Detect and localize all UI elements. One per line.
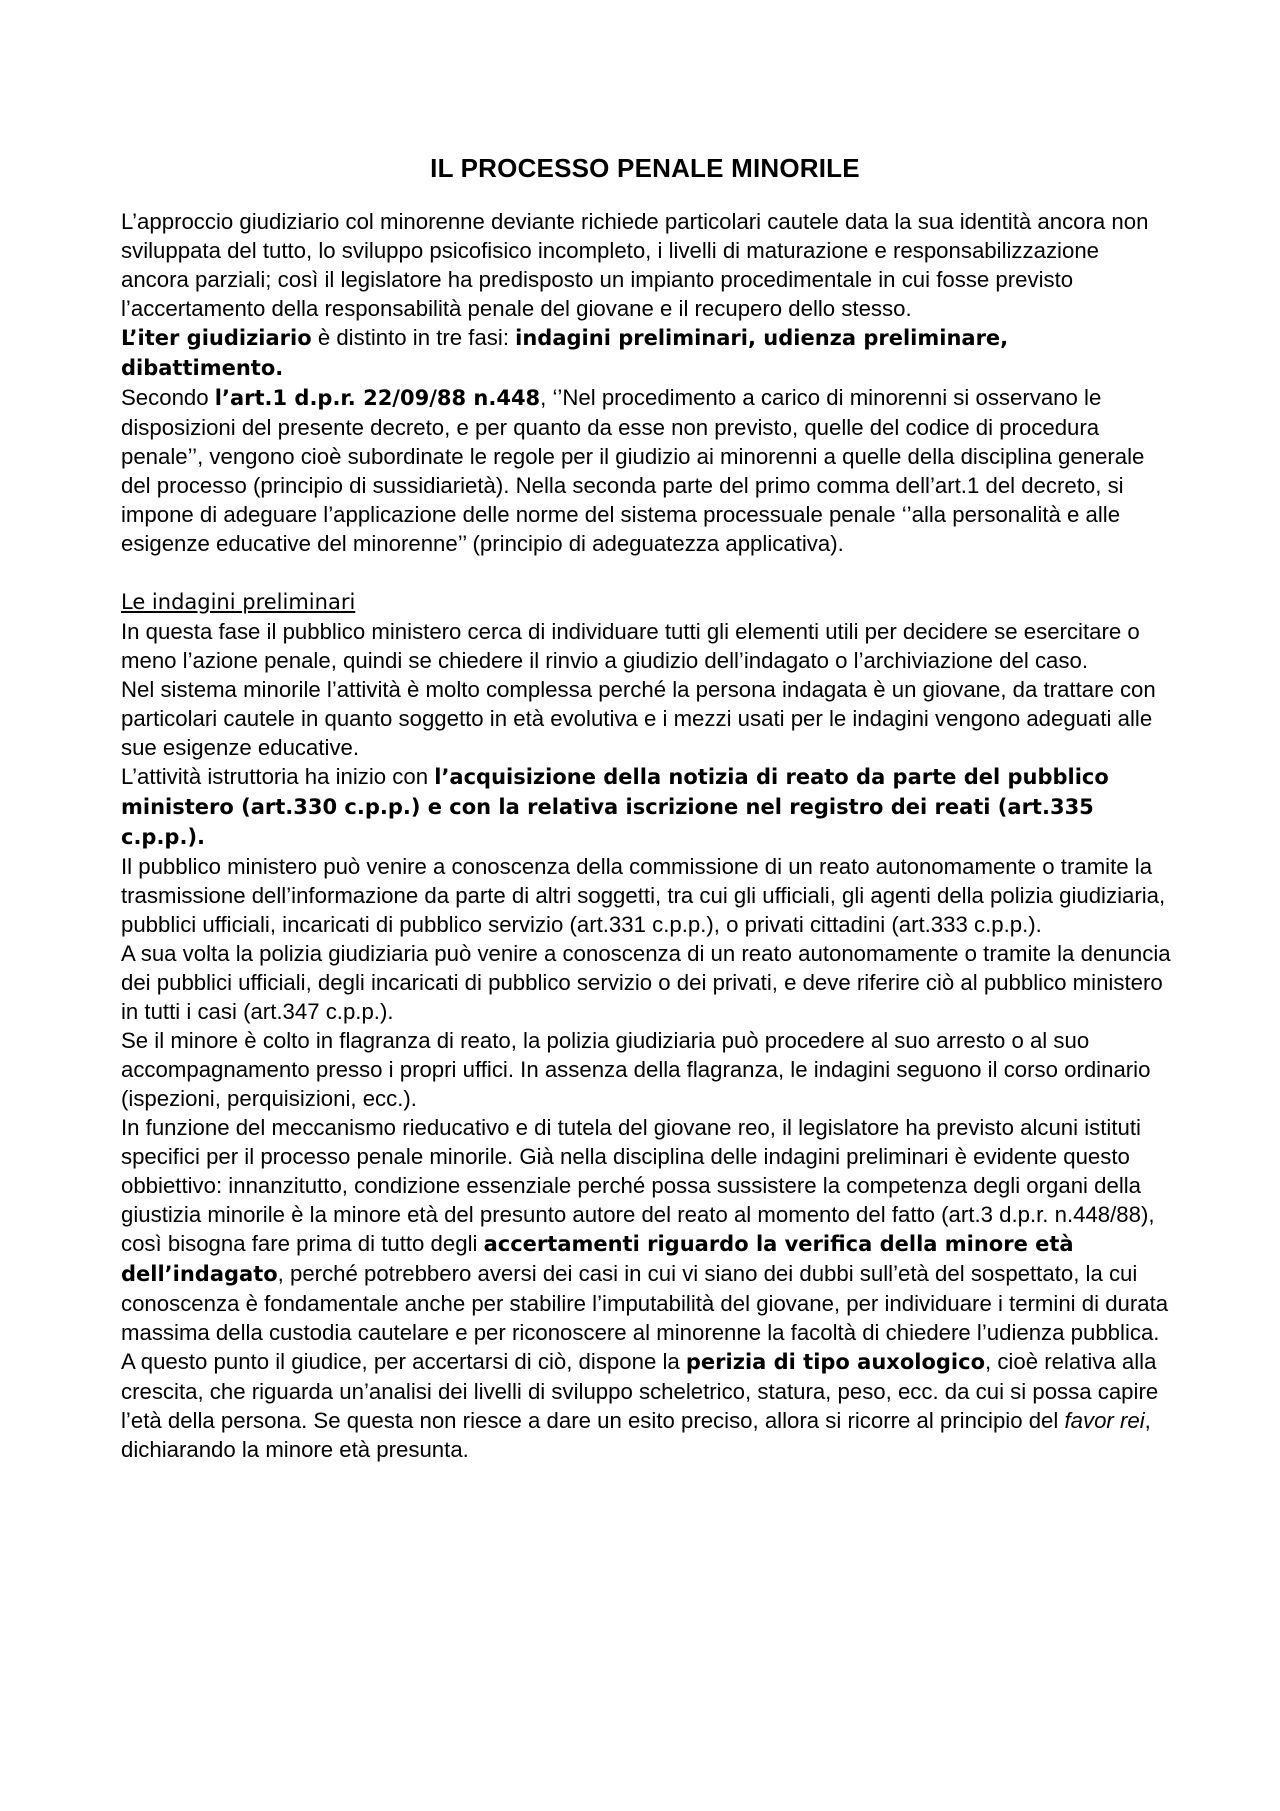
bold-text: accertamenti riguardo la verifica della minore età dell’indagato [121, 1232, 1074, 1286]
italic-text: favor rei [1064, 1408, 1145, 1433]
blank-line [121, 558, 1171, 587]
bold-text: l’acquisizione della notizia di reato da parte del pubblico ministero (art.330 c.p.p.) e con la relativa iscrizione nel registro dei reati (art.335 c.p.p.). [121, 765, 1109, 849]
plain-text: , cioè relativa alla crescita, che riguarda un’analisi dei livelli di sviluppo scheletrico, statura, peso, ecc. da cui si possa capire l’età della persona. Se questa non riesce a dare un esito preciso, allora si ricorre al principio del [121, 1349, 1159, 1433]
bold-text: perizia di tipo auxologico [685, 1350, 985, 1374]
paragraph-funzione [121, 1113, 1171, 1347]
plain-text: , dichiarando la minore età presunta. [121, 1408, 1151, 1462]
paragraph-fase: In questa fase il pubblico ministero cerca di individuare tutti gli elementi utili per decidere se esercitare o meno l’azione penale, quindi se chiedere il rinvio a giudizio dell’indagato o l’archiviazione del caso. [121, 619, 1140, 673]
document-body [121, 207, 1171, 1464]
section-heading-text: Le indagini preliminari [121, 590, 356, 614]
bold-text: indagini preliminari, udienza preliminare, dibattimento. [121, 326, 1009, 380]
paragraph-flagranza: Se il minore è colto in flagranza di reato, la polizia giudiziaria può procedere al suo arresto o al suo accompagnamento presso i propri uffici. In assenza della flagranza, le indagini seguono il corso ordinario (ispezioni, perquisizioni, ecc.). [121, 1028, 1151, 1111]
paragraph-pm: Il pubblico ministero può venire a conoscenza della commissione di un reato autonomamente o tramite la trasmissione dell’informazione da parte di altri soggetti, tra cui gli ufficiali, gli agenti della polizia giudiziaria, pubblici ufficiali, incaricati di pubblico servizio (art.331 c.p.p.), o privati cittadini (art.333 c.p.p.). [121, 854, 1166, 937]
page-title: IL PROCESSO PENALE MINORILE [430, 153, 860, 183]
plain-text: , ‘’Nel procedimento a carico di minorenni si osservano le disposizioni del presente decreto, e per quanto da esse non previsto, quelle del codice di procedura penale’’, vengono cioè subordinate le regole per il giudizio ai minorenni a quelle della disciplina generale del processo (principio di sussidiarietà). Nella seconda parte del primo comma dell’art.1 del decreto, si impone di adeguare l’applicazione delle norme del sistema processuale penale ‘’alla personalità e alle esigenze educative del minorenne’’ (principio di adeguatezza applicativa). [121, 385, 1145, 556]
plain-text: A questo punto il giudice, per accertarsi di ciò, dispone la [121, 1349, 686, 1374]
paragraph-giudice [121, 1347, 1171, 1464]
paragraph-attivita [121, 762, 1171, 852]
plain-text: L’attività istruttoria ha inizio con [121, 764, 435, 789]
paragraph-sistema: Nel sistema minorile l’attività è molto complessa perché la persona indagata è un giovane, da trattare con particolari cautele in quanto soggetto in età evolutiva e i mezzi usati per le indagini vengono adeguati alle sue esigenze educative. [121, 677, 1156, 760]
plain-text: , perché potrebbero aversi dei casi in cui vi siano dei dubbi sull’età del sospettato, la cui conoscenza è fondamentale anche per stabilire l’imputabilità del giovane, per individuare i termini di durata massima della custodia cautelare e per riconoscere al minorenne la facoltà di chiedere l’udienza pubblica. [121, 1261, 1169, 1345]
paragraph-intro: L’approccio giudiziario col minorenne deviante richiede particolari cautele data la sua identità ancora non sviluppata del tutto, lo sviluppo psicofisico incompleto, i livelli di maturazione e responsabilizzazione ancora parziali; così il legislatore ha predisposto un impianto procedimentale in cui fosse previsto l’accertamento della responsabilità penale del giovane e il recupero dello stesso. [121, 209, 1149, 321]
plain-text: In funzione del meccanismo rieducativo e di tutela del giovane reo, il legislatore ha previsto alcuni istituti specifici per il processo penale minorile. Già nella disciplina delle indagini preliminari è evidente questo obbiettivo: innanzitutto, condizione essenziale perché possa sussistere la competenza degli organi della giustizia minorile è la minore età del presunto autore del reato al momento del fatto (art.3 d.p.r. n.448/88), così bisogna fare prima di tutto degli [121, 1115, 1155, 1256]
paragraph-iter [121, 323, 1171, 383]
plain-text: è distinto in tre fasi: [311, 325, 516, 350]
bold-text: l’art.1 d.p.r. 22/09/88 n.448 [214, 386, 541, 410]
plain-text: Secondo [121, 385, 215, 410]
paragraph-polizia: A sua volta la polizia giudiziaria può venire a conoscenza di un reato autonomamente o tramite la denuncia dei pubblici ufficiali, degli incaricati di pubblico servizio o dei privati, e deve riferire ciò al pubblico ministero in tutti i casi (art.347 c.p.p.). [121, 941, 1171, 1024]
section-heading [121, 587, 1171, 617]
paragraph-secondo [121, 383, 1171, 558]
bold-text: L’iter giudiziario [121, 326, 312, 350]
